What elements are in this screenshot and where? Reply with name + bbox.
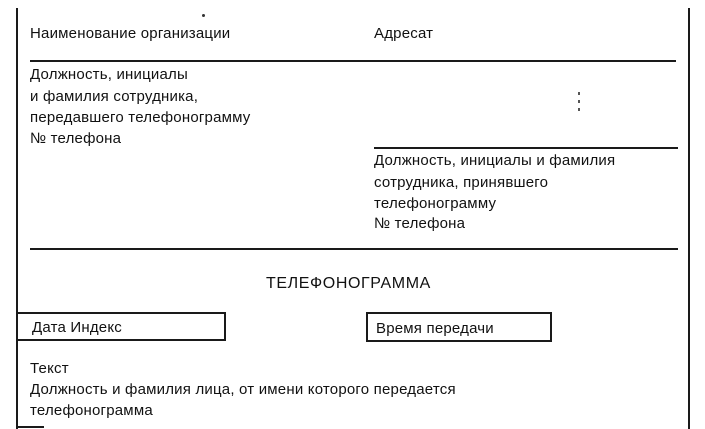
sender-line-3: передавшего телефонограмму <box>30 109 251 126</box>
org-name-label: Наименование организации <box>30 25 231 42</box>
signatory-line-2: телефонограмма <box>30 402 153 419</box>
receiver-divider <box>374 147 678 149</box>
document-title: ТЕЛЕФОНОГРАММА <box>266 275 431 292</box>
addressee-label: Адресат <box>374 25 434 42</box>
sender-line-2: и фамилия сотрудника, <box>30 88 199 105</box>
transmission-time-label: Время передачи <box>376 320 494 337</box>
date-index-label: Дата Индекс <box>32 319 122 336</box>
receiver-line-1: Должность, инициалы и фамилия <box>374 152 616 169</box>
header-divider <box>30 60 676 62</box>
sender-line-1: Должность, инициалы <box>30 66 188 83</box>
sender-phone-label: № телефона <box>30 130 122 147</box>
text-label: Текст <box>30 360 69 377</box>
transmission-time-box <box>366 312 552 342</box>
section-divider <box>30 248 678 250</box>
scan-tick <box>578 108 580 111</box>
date-index-box <box>16 312 226 341</box>
signatory-line-1: Должность и фамилия лица, от имени которого передается <box>30 381 456 398</box>
scan-tick <box>578 92 580 95</box>
bottom-edge-fragment <box>16 426 44 428</box>
scan-tick <box>578 100 580 103</box>
receiver-phone-label: № телефона <box>374 215 466 232</box>
receiver-line-3: телефонограмму <box>374 195 497 212</box>
right-border <box>688 8 690 429</box>
scan-speck <box>202 14 205 17</box>
receiver-line-2: сотрудника, принявшего <box>374 174 549 191</box>
left-border <box>16 8 18 429</box>
